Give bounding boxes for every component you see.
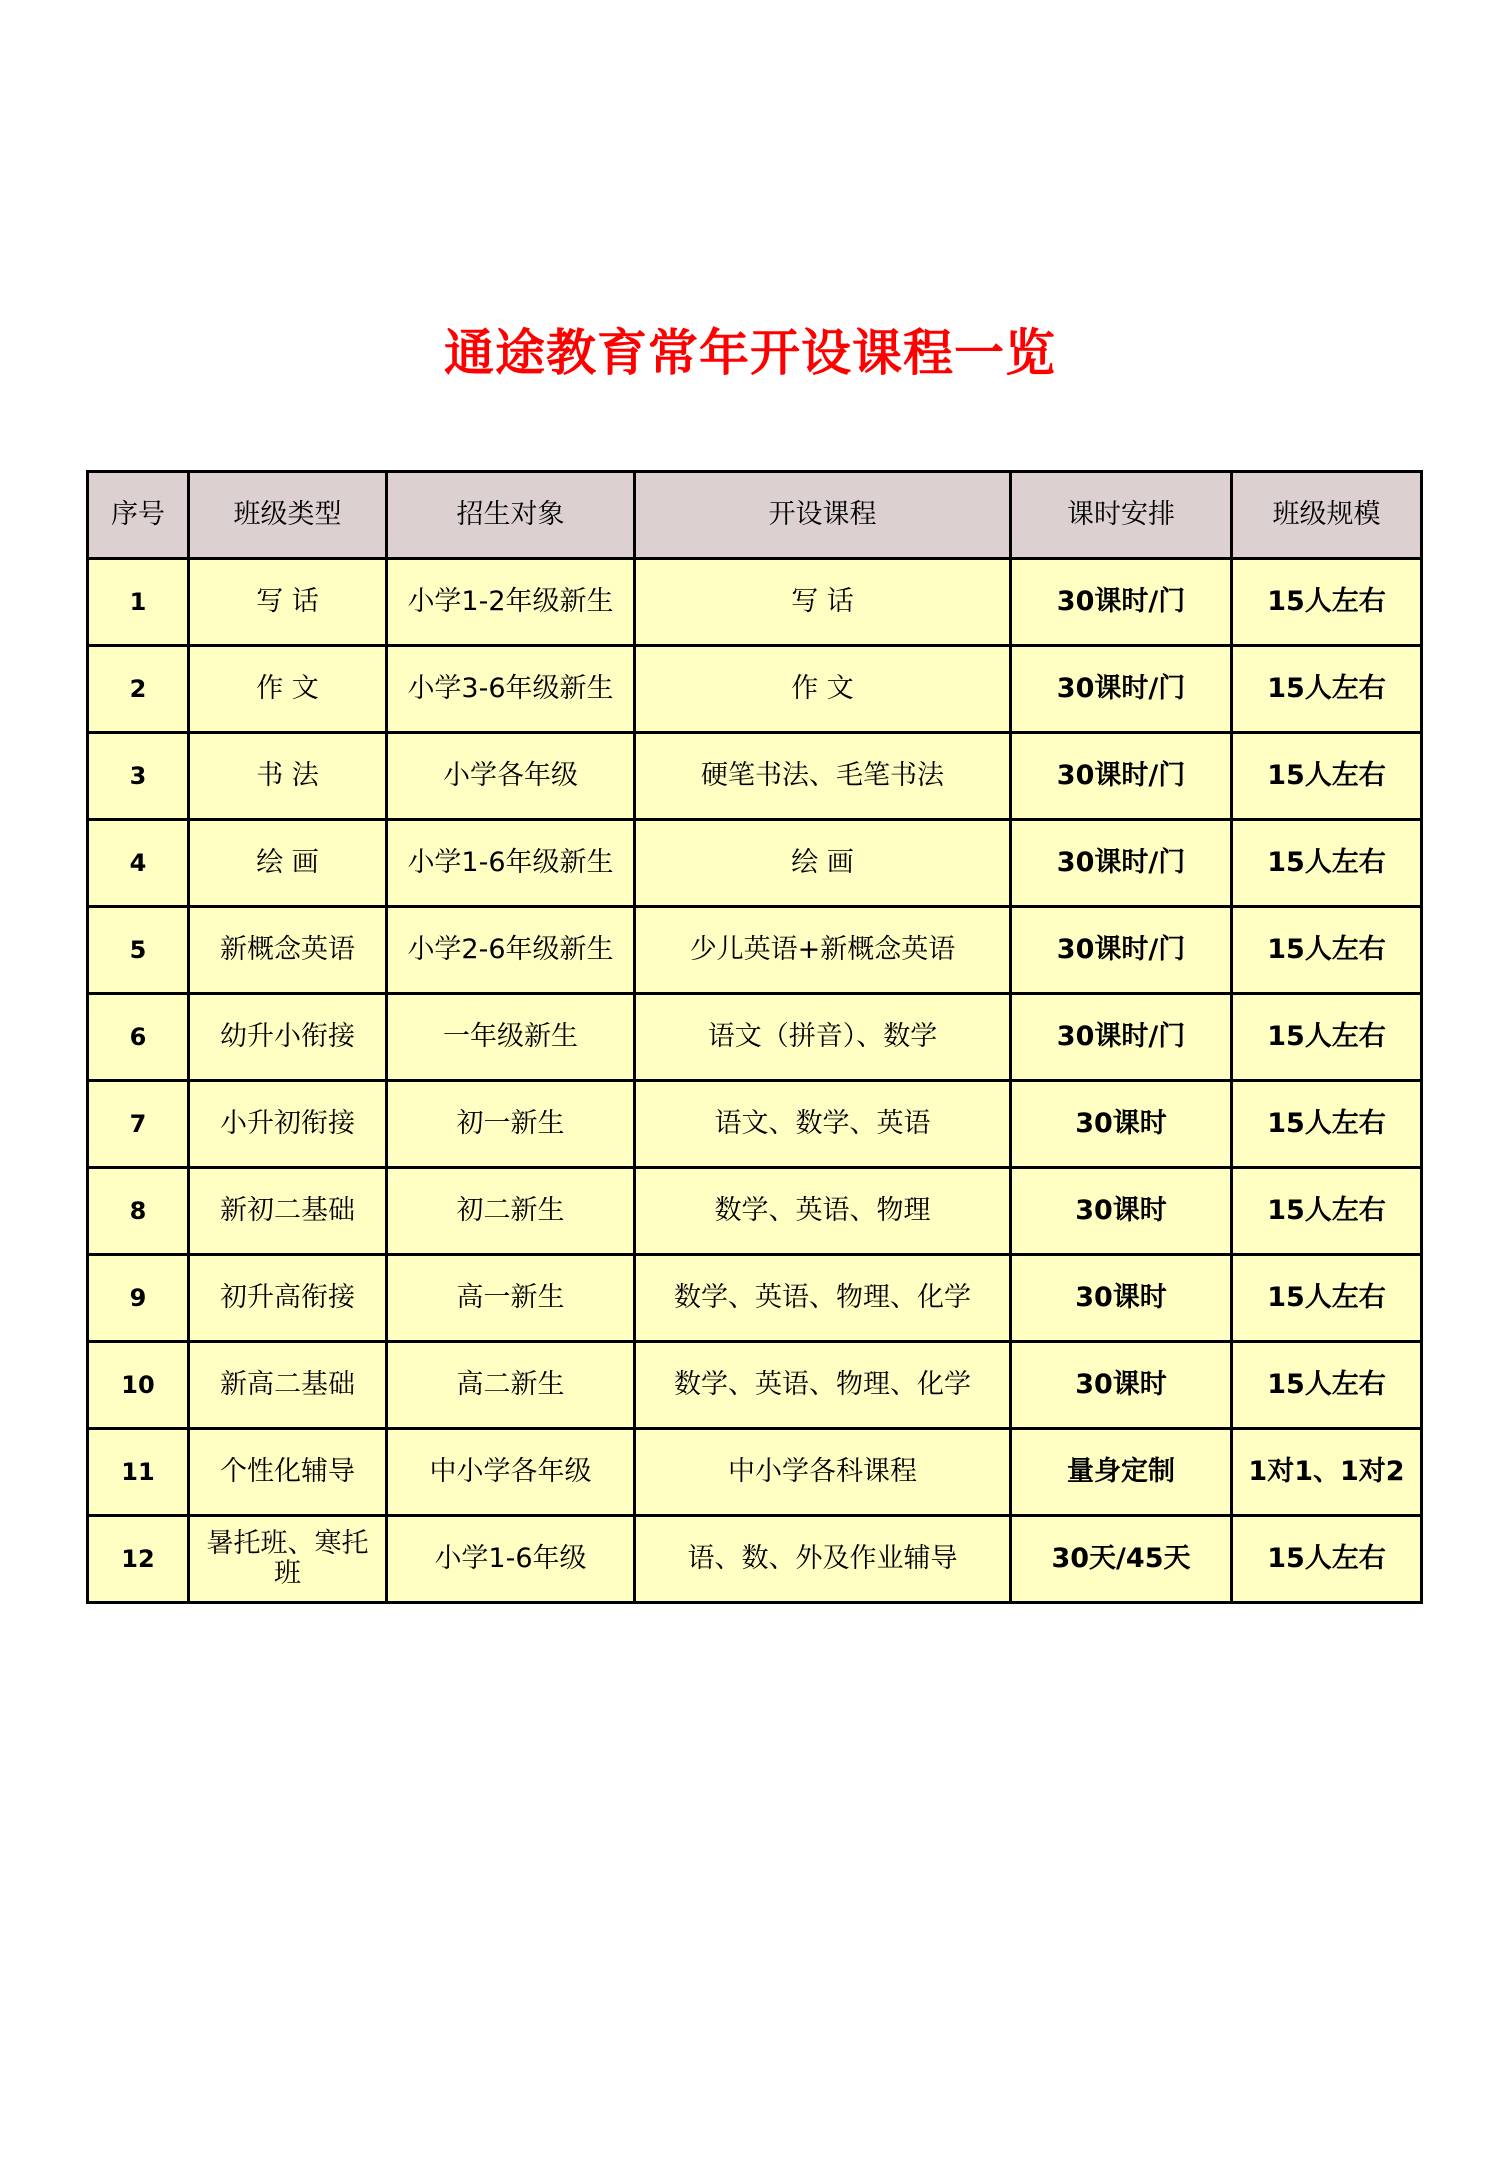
cell-courses: 中小学各科课程 xyxy=(635,1429,1011,1516)
cell-courses: 语文（拼音）、数学 xyxy=(635,994,1011,1081)
cell-target-students: 高二新生 xyxy=(387,1342,635,1429)
cell-schedule: 30课时/门 xyxy=(1011,733,1232,820)
cell-courses: 数学、英语、物理、化学 xyxy=(635,1255,1011,1342)
cell-index: 1 xyxy=(88,559,189,646)
cell-class-type: 绘 画 xyxy=(189,820,387,907)
cell-target-students: 小学1-6年级 xyxy=(387,1516,635,1603)
page-title: 通途教育常年开设课程一览 xyxy=(444,324,1056,382)
cell-target-students: 初一新生 xyxy=(387,1081,635,1168)
table-row xyxy=(88,646,1422,733)
cell-schedule: 30课时/门 xyxy=(1011,907,1232,994)
cell-class-type: 写 话 xyxy=(189,559,387,646)
table-row xyxy=(88,559,1422,646)
cell-schedule: 30课时 xyxy=(1011,1255,1232,1342)
header-target-students: 招生对象 xyxy=(387,472,635,559)
cell-schedule: 30课时/门 xyxy=(1011,559,1232,646)
cell-target-students: 小学3-6年级新生 xyxy=(387,646,635,733)
table-row xyxy=(88,820,1422,907)
table-row xyxy=(88,1429,1422,1516)
cell-class-size: 15人左右 xyxy=(1232,733,1422,820)
cell-schedule: 30课时/门 xyxy=(1011,646,1232,733)
cell-target-students: 小学1-2年级新生 xyxy=(387,559,635,646)
course-table xyxy=(86,470,1423,1604)
cell-class-size: 15人左右 xyxy=(1232,1081,1422,1168)
cell-courses: 数学、英语、物理、化学 xyxy=(635,1342,1011,1429)
cell-courses: 硬笔书法、毛笔书法 xyxy=(635,733,1011,820)
table-header-row xyxy=(88,472,1422,559)
cell-target-students: 小学2-6年级新生 xyxy=(387,907,635,994)
cell-target-students: 中小学各年级 xyxy=(387,1429,635,1516)
cell-target-students: 高一新生 xyxy=(387,1255,635,1342)
cell-class-size: 1对1、1对2 xyxy=(1232,1429,1422,1516)
cell-class-type: 幼升小衔接 xyxy=(189,994,387,1081)
cell-courses: 少儿英语+新概念英语 xyxy=(635,907,1011,994)
cell-class-type: 小升初衔接 xyxy=(189,1081,387,1168)
cell-class-type: 书 法 xyxy=(189,733,387,820)
header-class-size: 班级规模 xyxy=(1232,472,1422,559)
cell-class-type: 个性化辅导 xyxy=(189,1429,387,1516)
cell-schedule: 30课时 xyxy=(1011,1168,1232,1255)
cell-target-students: 小学各年级 xyxy=(387,733,635,820)
cell-courses: 数学、英语、物理 xyxy=(635,1168,1011,1255)
cell-index: 7 xyxy=(88,1081,189,1168)
cell-schedule: 30课时 xyxy=(1011,1081,1232,1168)
cell-schedule: 量身定制 xyxy=(1011,1429,1232,1516)
cell-courses: 绘 画 xyxy=(635,820,1011,907)
table-row xyxy=(88,1342,1422,1429)
cell-schedule: 30天/45天 xyxy=(1011,1516,1232,1603)
cell-schedule: 30课时/门 xyxy=(1011,820,1232,907)
cell-target-students: 小学1-6年级新生 xyxy=(387,820,635,907)
cell-class-size: 15人左右 xyxy=(1232,1342,1422,1429)
cell-class-type: 新初二基础 xyxy=(189,1168,387,1255)
table-row xyxy=(88,994,1422,1081)
cell-class-size: 15人左右 xyxy=(1232,1516,1422,1603)
cell-class-size: 15人左右 xyxy=(1232,820,1422,907)
cell-index: 11 xyxy=(88,1429,189,1516)
table-row xyxy=(88,1516,1422,1603)
cell-index: 2 xyxy=(88,646,189,733)
cell-class-size: 15人左右 xyxy=(1232,994,1422,1081)
cell-courses: 语、数、外及作业辅导 xyxy=(635,1516,1011,1603)
cell-class-size: 15人左右 xyxy=(1232,1168,1422,1255)
header-schedule: 课时安排 xyxy=(1011,472,1232,559)
cell-index: 9 xyxy=(88,1255,189,1342)
header-index: 序号 xyxy=(88,472,189,559)
cell-class-size: 15人左右 xyxy=(1232,1255,1422,1342)
cell-class-type: 初升高衔接 xyxy=(189,1255,387,1342)
table-row xyxy=(88,1168,1422,1255)
table-row xyxy=(88,907,1422,994)
cell-class-type: 新概念英语 xyxy=(189,907,387,994)
cell-target-students: 一年级新生 xyxy=(387,994,635,1081)
cell-class-size: 15人左右 xyxy=(1232,646,1422,733)
cell-schedule: 30课时/门 xyxy=(1011,994,1232,1081)
table-row xyxy=(88,733,1422,820)
cell-class-size: 15人左右 xyxy=(1232,907,1422,994)
cell-index: 6 xyxy=(88,994,189,1081)
cell-class-type: 暑托班、寒托班 xyxy=(189,1516,387,1603)
cell-target-students: 初二新生 xyxy=(387,1168,635,1255)
cell-index: 4 xyxy=(88,820,189,907)
cell-index: 10 xyxy=(88,1342,189,1429)
cell-index: 8 xyxy=(88,1168,189,1255)
table-row xyxy=(88,1081,1422,1168)
cell-index: 5 xyxy=(88,907,189,994)
cell-courses: 作 文 xyxy=(635,646,1011,733)
cell-index: 3 xyxy=(88,733,189,820)
table-row xyxy=(88,1255,1422,1342)
cell-schedule: 30课时 xyxy=(1011,1342,1232,1429)
header-courses: 开设课程 xyxy=(635,472,1011,559)
cell-courses: 写 话 xyxy=(635,559,1011,646)
cell-class-type: 作 文 xyxy=(189,646,387,733)
cell-class-size: 15人左右 xyxy=(1232,559,1422,646)
header-class-type: 班级类型 xyxy=(189,472,387,559)
cell-index: 12 xyxy=(88,1516,189,1603)
cell-courses: 语文、数学、英语 xyxy=(635,1081,1011,1168)
cell-class-type: 新高二基础 xyxy=(189,1342,387,1429)
